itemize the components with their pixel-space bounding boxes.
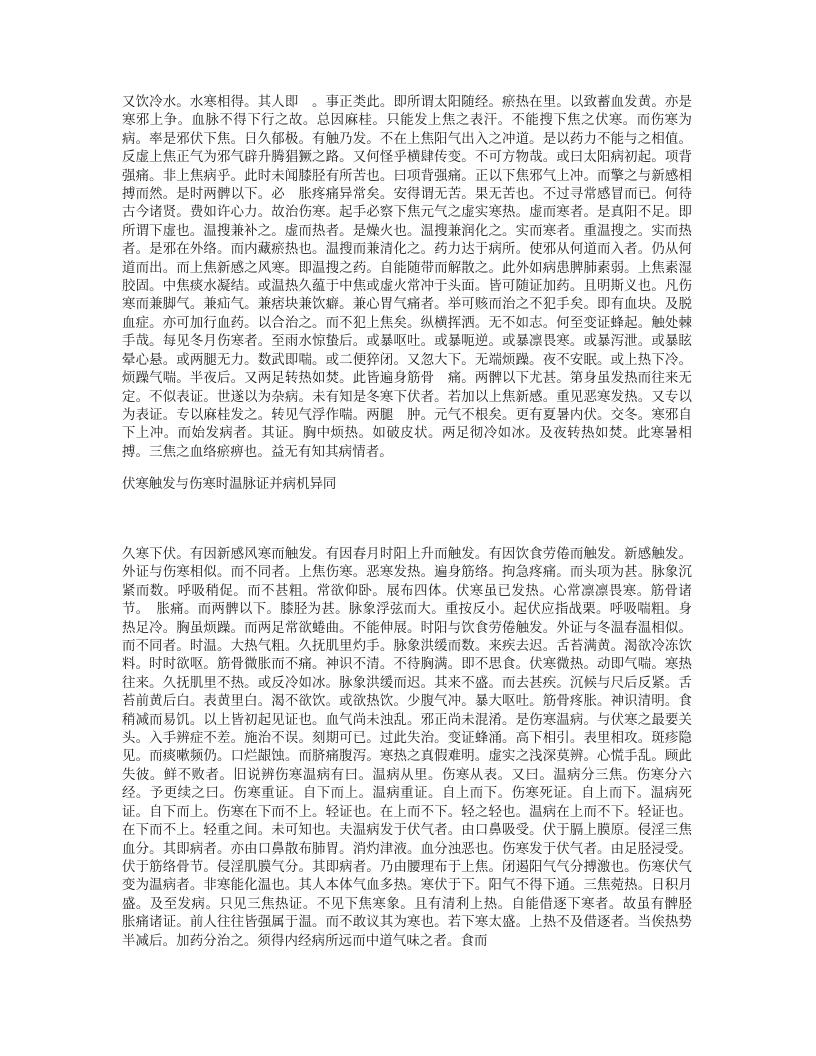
section-heading: 伏寒触发与伤寒时温脉证并病机异同: [122, 477, 337, 492]
body-paragraph-2: 久寒下伏。有因新感风寒而触发。有因春月时阳上升而触发。有因饮食劳倦而触发。新感触发。外证与伤寒相似。而不同者。上焦伤寒。恶寒发热。遍身筋络。拘急疼痛。而头项为甚。脉象沉紧而数。呼吸稍促。而不甚粗。常欲仰卧。展布四体。伏寒虽已发热。心常凛凛畏寒。筋骨诸节。 胀痛。而两髀以下。膝胫为甚。脉象浮弦而大。重按反小。起伏应指战栗。呼吸喘粗。身热足冷。胸虽烦躁。而两足常欲蜷曲。不能伸展。时阳与饮食劳倦触发。外证与冬温春温相似。而不同者。时温。大热气粗。久抚肌里灼手。脉象洪缓而数。来疾去迟。舌苔满黄。渴欲冷冻饮料。时时欲呕。筋骨微胀而不痛。神识不清。不待胸满。即不思食。伏寒微热。动即气喘。寒热往来。久抚肌里不热。或反冷如冰。脉象洪缓而迟。其来不盛。而去甚疾。沉候与尺后反紧。舌苔前黄后白。表黄里白。渴不欲饮。或欲热饮。少腹气冲。暴大呕吐。筋骨疼胀。神识清明。食稍减而易饥。以上皆初起见证也。血气尚未浊乱。邪正尚未混淆。是伤寒温病。与伏寒之最要关头。入手辨症不差。施治不误。刻期可已。过此失治。变证蜂涌。高下相引。表里相攻。斑疹隐见。而痰嗽频仍。口烂龈蚀。而脐痛腹泻。寒热之真假难明。虚实之浅深莫辨。心慌手乱。顾此失彼。鲜不败者。旧说辨伤寒温病有曰。温病从里。伤寒从表。又曰。温病分三焦。伤寒分六经。予更续之曰。伤寒重证。自下而上。温病重证。自上而下。伤寒死证。自上而下。温病死证。自下而上。伤寒在下而不上。轻证也。在上而不下。轻之轻也。温病在上而不下。轻证也。在下而不上。轻重之间。未可知也。夫温病发于伏气者。由口鼻吸受。伏于膈上膜原。侵淫三焦血分。其即病者。亦由口鼻散布肺胃。消灼津液。血分浊恶也。伤寒发于伏气者。由足胫浸受。伏于筋络骨节。侵淫肌膜气分。其即病者。乃由腰理布于上焦。闭遏阳气气分搏激也。伤寒伏气变为温病者。非寒能化温也。其人本体气血多热。寒伏于下。阳气不得下通。三焦菀热。日积月盛。及至发病。只见三焦热证。不见下焦寒象。且有清利上热。自能借逐下寒者。故虽有髀胫 胀痛诸证。前人往往皆强属于温。而不敢议其为寒也。若下寒太盛。上热不及借逐者。当俟热势半减后。加药分治之。须得内经病所远而中道气味之者。食而: [122, 547, 706, 949]
body-paragraph-1: 又饮冷水。水寒相得。其人即 。事正类此。即所谓太阳随经。瘀热在里。以致蓄血发黄。亦是寒邪上争。血脉不得下行之故。总因麻桂。只能发上焦之表汗。不能搜下焦之伏寒。而伤寒为病。率是邪伏下焦。日久郁极。有触乃发。不在上焦阳气出入之冲道。是以药力不能与之相值。反虚上焦正气为邪气辟升腾猖獗之路。又何怪乎横肆传变。不可方物哉。或曰太阳病初起。项背强痛。非上焦病乎。此时未闻膝胫有所苦也。曰项背强痛。正以下焦邪气上冲。而擎之与新感相搏而然。是时两髀以下。必 胀疼痛异常矣。安得谓无苦。果无苦也。不过寻常感冒而已。何待古今诸贤。费如许心力。故治伤寒。起手必察下焦元气之虚实寒热。虚而寒者。是真阳不足。即所谓下虚也。温搜兼补之。虚而热者。是燥火也。温搜兼润化之。实而寒者。重温搜之。实而热者。是邪在外络。而内藏瘀热也。温搜而兼清化之。药力达于病所。使邪从何道而入者。仍从何道而出。而上焦新感之风寒。即温搜之药。自能随带而解散之。此外如病患脾肺素弱。上焦素湿胶固。中焦痰水凝结。或温热久蕴于中焦或虚火常冲于头面。皆可随证加药。且明斯义也。凡伤寒而兼脚气。兼疝气。兼痞块兼饮癖。兼心胃气痛者。举可赅而治之不犯手矣。即有血块。及脱血症。亦可加行血药。以合治之。而不犯上焦矣。纵横挥洒。无不如志。何至变证蜂起。触处棘手哉。每见冬月伤寒者。至雨水惊蛰后。或暴呕吐。或暴呃逆。或暴凛畏寒。或暴泻泄。或暴眩晕心悬。或两腿无力。数武即喘。或二便猝闭。又忽大下。无端烦躁。夜不安眠。或上热下冷。烦躁气喘。半夜后。又两足转热如焚。此皆遍身筋骨 痛。两髀以下尤甚。第身虽发热而往来无定。不似表证。世遂以为杂病。未有知是冬寒下伏者。若加以上焦新感。重见恶寒发热。又专以为表证。专以麻桂发之。转见气浮作喘。两腿 肿。元气不根矣。更有夏暑内伏。交冬。寒邪自下上冲。而始发病者。其证。胸中烦热。如破皮状。两足彻冷如冰。及夜转热如焚。此寒暑相搏。三焦之血络瘀痹也。益无有知其病情者。: [122, 95, 692, 460]
